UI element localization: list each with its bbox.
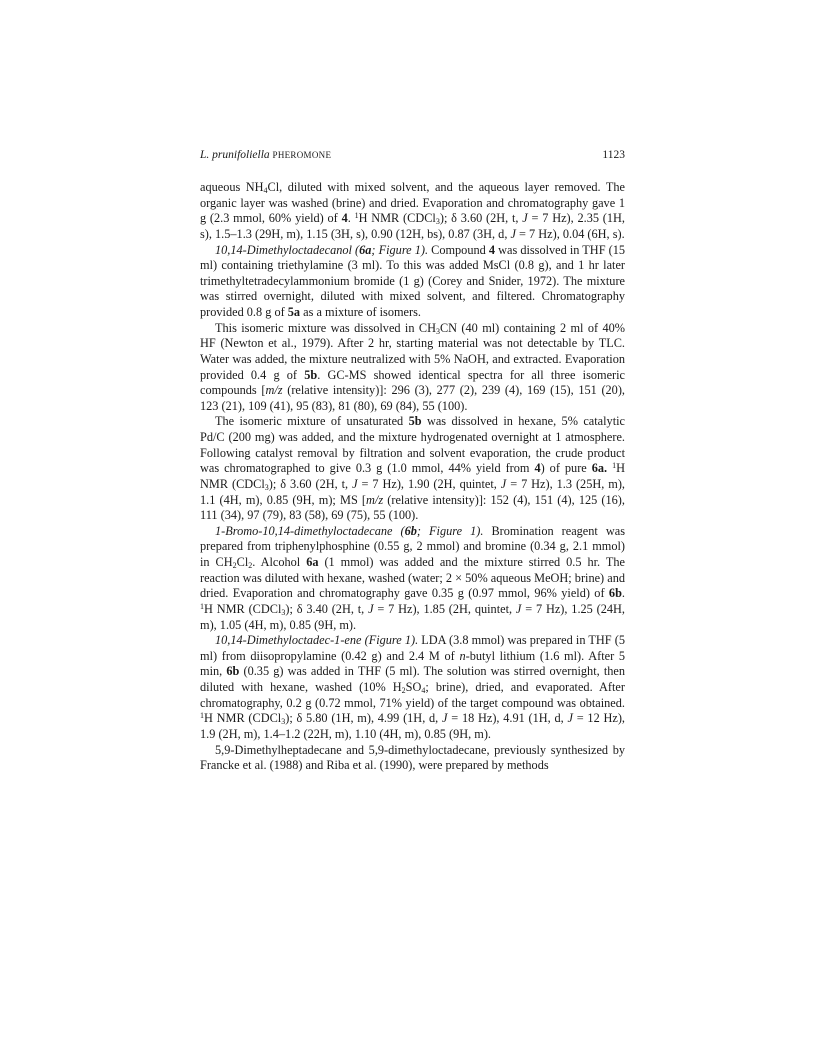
running-header [200,147,625,163]
paragraph-text: This isomeric mixture was dissolved in $CH_3CN$ (40 ml) containing 2 ml of 40% HF (Newton et al., 1979). After 2 hr, starting material was not detectable by TLC. Water was added, the mixture neutralized with 5% NaOH, and extracted. Evaporation provided 0.4 g of 5b. GC-MS showed identical spectra for all three isomeric compounds [m/z (relative intensity)]: 296 (3), 277 (2), 239 (4), 169 (15), 151 (20), 123 (21), 109 (41), 95 (83), 81 (80), 69 (84), 55 (100). [200,320,626,413]
running-title-word: PHEROMONE [272,150,332,160]
paragraph [200,633,625,742]
paragraph [200,524,625,633]
paragraph-text: 5,9-Dimethylheptadecane and 5,9-dimethyloctadecane, previously synthesized by Francke et al. (1988) and Riba et al. (1990), were prepared by methods [200,742,625,773]
running-title-species: L. prunifoliella [200,149,270,161]
paragraph [200,243,625,321]
paragraph-text: LDA (3.8 mmol) was prepared in THF (5 ml) from diisopropylamine (0.42 g) and 2.4 M of n-butyl lithium (1.6 ml). After 5 min, 6b (0.35 g) was added in THF (5 ml). The solution was stirred overnight, then diluted with hexane, washed (10% $H_2SO_4$; brine), dried, and evaporated. After chromatography, 0.2 g (0.72 mmol, 71% yield) of the target compound was obtained. $^1$H NMR (CDCl$_3$); δ 5.80 (1H, m), 4.99 (1H, d, J = 18 Hz), 4.91 (1H, d, J = 12 Hz), 1.9 (2H, m), 1.4–1.2 (22H, m), 1.10 (4H, m), 0.85 (9H, m). [200,633,626,741]
body-text [200,180,625,774]
paragraph-text: aqueous $NH_4Cl$, diluted with mixed solvent, and the aqueous layer removed. The organic layer was washed (brine) and dried. Evaporation and chromatography gave 1 g (2.3 mmol, 60% yield) of 4. $^1$H NMR (CDCl$_3$); δ 3.60 (2H, t, J = 7 Hz), 2.35 (1H, s), 1.5–1.3 (29H, m), 1.15 (3H, s), 0.90 (12H, bs), 0.87 (3H, d, J = 7 Hz), 0.04 (6H, s). [200,180,626,241]
paragraph [200,321,625,415]
paragraph [200,743,625,774]
running-title [200,147,331,163]
paragraph-text: Compound 4 was dissolved in THF (15 ml) containing triethylamine (3 ml). To this was added MsCl (0.8 g), and 1 hr later trimethyltetradecylammonium bromide (1 g) (Corey and Snider, 1972). The mixture was stirred overnight, diluted with mixed solvent, and filtered. Chromatography provided 0.8 g of 5a as a mixture of isomers. [200,242,626,319]
page-number: 1123 [602,149,625,161]
paragraph-text: The isomeric mixture of unsaturated 5b was dissolved in hexane, 5% catalytic Pd/C (200 mg) was added, and the mixture hydrogenated overnight at 1 atmosphere. Following catalyst removal by filtration and solvent evaporation, the crude product was chromatographed to give 0.3 g (1.0 mmol, 44% yield from 4) of pure 6a. $^1$H NMR (CDCl$_3$); δ 3.60 (2H, t, J = 7 Hz), 1.90 (2H, quintet, J = 7 Hz), 1.3 (25H, m), 1.1 (4H, m), 0.85 (9H, m); MS [m/z (relative intensity)]: 152 (4), 151 (4), 125 (16), 111 (34), 97 (79), 83 (58), 69 (75), 55 (100). [200,414,626,523]
section-run-in-heading: 10,14-Dimethyloctadec-1-ene (Figure 1). [215,633,419,648]
section-run-in-heading: 10,14-Dimethyloctadecanol (6a; Figure 1). [215,242,429,257]
paragraph [200,414,625,523]
paragraph-text: Bromination reagent was prepared from triphenylphosphine (0.55 g, 2 mmol) and bromine (0.34 g, 2.1 mmol) in $CH_2Cl_2$. Alcohol 6a (1 mmol) was added and the mixture stirred 0.5 hr. The reaction was diluted with hexane, washed (water; 2 × 50% aqueous MeOH; brine) and dried. Evaporation and chromatography gave 0.35 g (0.97 mmol, 96% yield) of 6b. $^1$H NMR (CDCl$_3$); δ 3.40 (2H, t, J = 7 Hz), 1.85 (2H, quintet, J = 7 Hz), 1.25 (24H, m), 1.05 (4H, m), 0.85 (9H, m). [200,523,626,632]
section-run-in-heading: 1-Bromo-10,14-dimethyloctadecane (6b; Figure 1). [215,523,484,538]
paragraph [200,180,625,243]
